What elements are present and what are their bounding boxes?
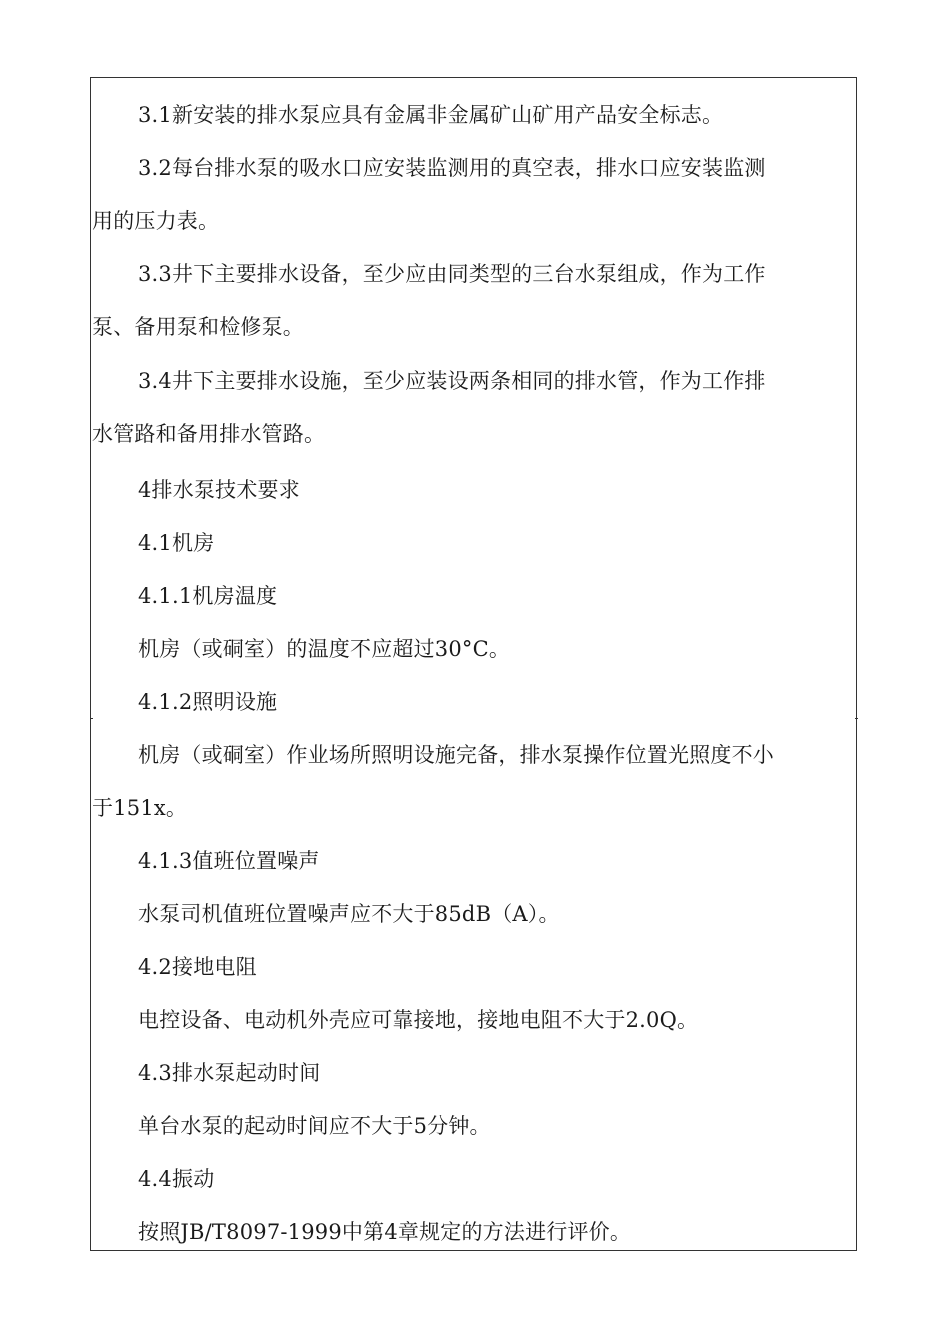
paragraph-3-3-continued: 泵、备用泵和检修泵。 xyxy=(92,315,304,339)
frame-tick-left xyxy=(90,718,93,719)
frame-tick-right xyxy=(855,718,858,719)
paragraph-4-3: 单台水泵的起动时间应不大于5分钟。 xyxy=(138,1114,491,1138)
paragraph-3-4-continued: 水管路和备用排水管路。 xyxy=(92,422,326,446)
heading-4: 4排水泵技术要求 xyxy=(138,478,300,502)
paragraph-4-4: 按照JB/T8097-1999中第4章规定的方法进行评价。 xyxy=(138,1220,632,1244)
heading-4-2: 4.2接地电阻 xyxy=(138,955,257,979)
heading-4-4: 4.4振动 xyxy=(138,1167,215,1191)
paragraph-3-1: 3.1新安装的排水泵应具有金属非金属矿山矿用产品安全标志。 xyxy=(138,103,724,127)
heading-4-1-2: 4.1.2照明设施 xyxy=(138,690,278,714)
paragraph-3-3: 3.3井下主要排水设备，至少应由同类型的三台水泵组成，作为工作 xyxy=(138,262,766,286)
paragraph-3-2: 3.2每台排水泵的吸水口应安装监测用的真空表，排水口应安装监测 xyxy=(138,156,766,180)
paragraph-3-4: 3.4井下主要排水设施，至少应装设两条相同的排水管，作为工作排 xyxy=(138,369,766,393)
paragraph-4-1-2-continued: 于151x。 xyxy=(92,796,188,820)
heading-4-3: 4.3排水泵起动时间 xyxy=(138,1061,321,1085)
heading-4-1-1: 4.1.1机房温度 xyxy=(138,584,278,608)
paragraph-3-2-continued: 用的压力表。 xyxy=(92,209,220,233)
heading-4-1-3: 4.1.3值班位置噪声 xyxy=(138,849,320,873)
heading-4-1: 4.1机房 xyxy=(138,531,215,555)
paragraph-4-1-3: 水泵司机值班位置噪声应不大于85dB（A）。 xyxy=(138,902,560,926)
paragraph-4-1-2: 机房（或硐室）作业场所照明设施完备，排水泵操作位置光照度不小 xyxy=(138,743,774,767)
paragraph-4-2: 电控设备、电动机外壳应可靠接地，接地电阻不大于2.0Q。 xyxy=(138,1008,699,1032)
paragraph-4-1-1: 机房（或硐室）的温度不应超过30°C。 xyxy=(138,637,511,661)
